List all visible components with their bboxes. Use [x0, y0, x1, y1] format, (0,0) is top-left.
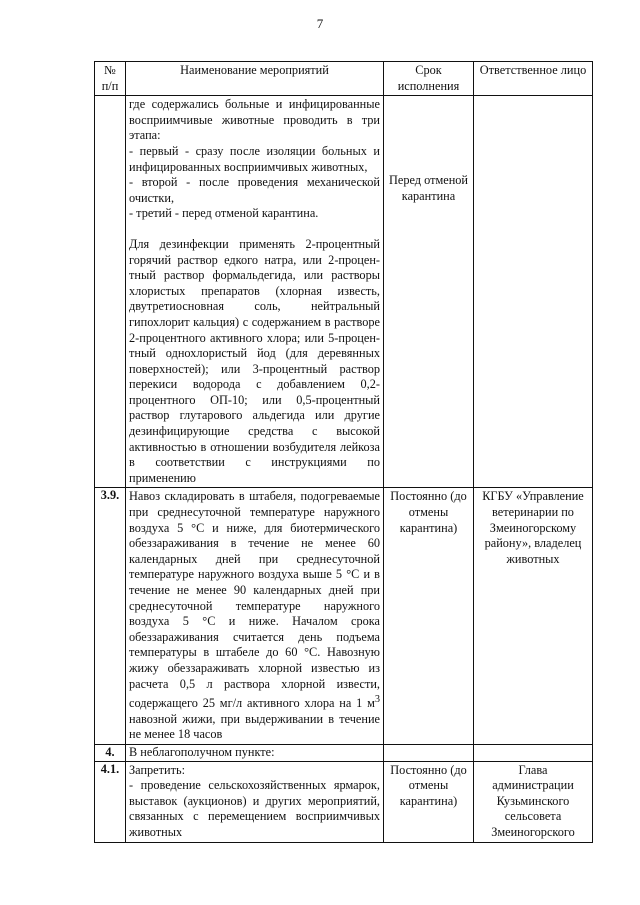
table-row	[95, 745, 593, 762]
header-num: № п/п	[95, 62, 126, 96]
disinfection-line: где содержались больные и инфицированные восприимчивые животные проводить в три этапа:	[129, 97, 380, 143]
prohibit-lead: Запретить:	[129, 762, 185, 777]
term-cell: Постоянно (до отмены карантина)	[384, 761, 474, 842]
term-cell: Перед отменой карантина	[388, 173, 469, 203]
table-row	[95, 761, 593, 842]
page-number: 7	[316, 16, 324, 31]
table-row	[95, 96, 593, 488]
row-number: 4.1.	[95, 761, 126, 842]
manure-text: Навоз складировать в штабеля, подогреваемые при среднесуточной температуре наружного воздуха 5 °С и ниже, для биотермического обеззараживания в течение не менее 60 календарных дней при среднесуточной температуре наружного воздуха выше 5 °С и в течение не менее 90 календарных дней при среднесуточной температуре наружного воздуха 5 °С и ниже. Началом срока обеззараживания считается день подъема температуры в штабеле до 60 °С. Навозную жижу обеззараживать хлорной известью из расчета 0,5 л раствора хлорной извести, содержащего 25 мг/л активного хлора на 1 $м^3$ навозной жижи, при выдерживании в течение не менее 18 часов	[126, 488, 384, 745]
header-name: Наименование мероприятий	[126, 62, 384, 96]
table-row	[95, 488, 593, 745]
responsible-cell: КГБУ «Управление ветеринарии по Змеиногорскому району», владелец животных	[474, 488, 593, 745]
section-title: В неблагополучном пункте:	[126, 745, 384, 762]
responsible-cell: Глава администрации Кузьминского сельсовета Змеиногорского	[474, 761, 593, 842]
prohibit-text: - проведение сельскохозяйственных ярмарок, выставок (аукционов) и других мероприятий, связанных с перемещением восприимчивых животных	[129, 778, 380, 839]
row-number: 3.9.	[95, 488, 126, 745]
header-responsible: Ответственное лицо	[474, 62, 593, 96]
disinfection-line: - второй - после проведения механической очистки,	[129, 175, 380, 205]
header-term: Срок исполнения	[384, 62, 474, 96]
row-number: 4.	[95, 745, 126, 762]
disinfection-text	[126, 96, 384, 488]
measures-table	[94, 61, 593, 843]
disinfection-line: - третий - перед отменой карантина.	[129, 206, 319, 221]
term-cell: Постоянно (до отмены карантина)	[384, 488, 474, 745]
table-header-row	[95, 62, 593, 96]
disinfection-paragraph: Для дезинфекции применять 2-процентный горячий раствор едкого натра, или 2-процен-тный раствор формальдегида, или растворы хлористых препаратов (хлорная известь, двутретиосновная соль, нейтральный гипохлорит кальция) с содержанием в растворе 2-процентного активного хлора; или 5-процен-тный однохлористый йод (для деревянных поверхностей); или 3-процентный раствор перекиси водорода с добавлением 0,2-процентного ОП-10; или 0,5-процентный раствор глутарового альдегида или другие дезинфицирующие средства с высокой активностью в отношении возбудителя лейкоза в соответствии с инструкциями по применению	[129, 236, 380, 485]
disinfection-line: - первый - сразу после изоляции больных и инфицированных восприимчивых животных,	[129, 143, 380, 174]
